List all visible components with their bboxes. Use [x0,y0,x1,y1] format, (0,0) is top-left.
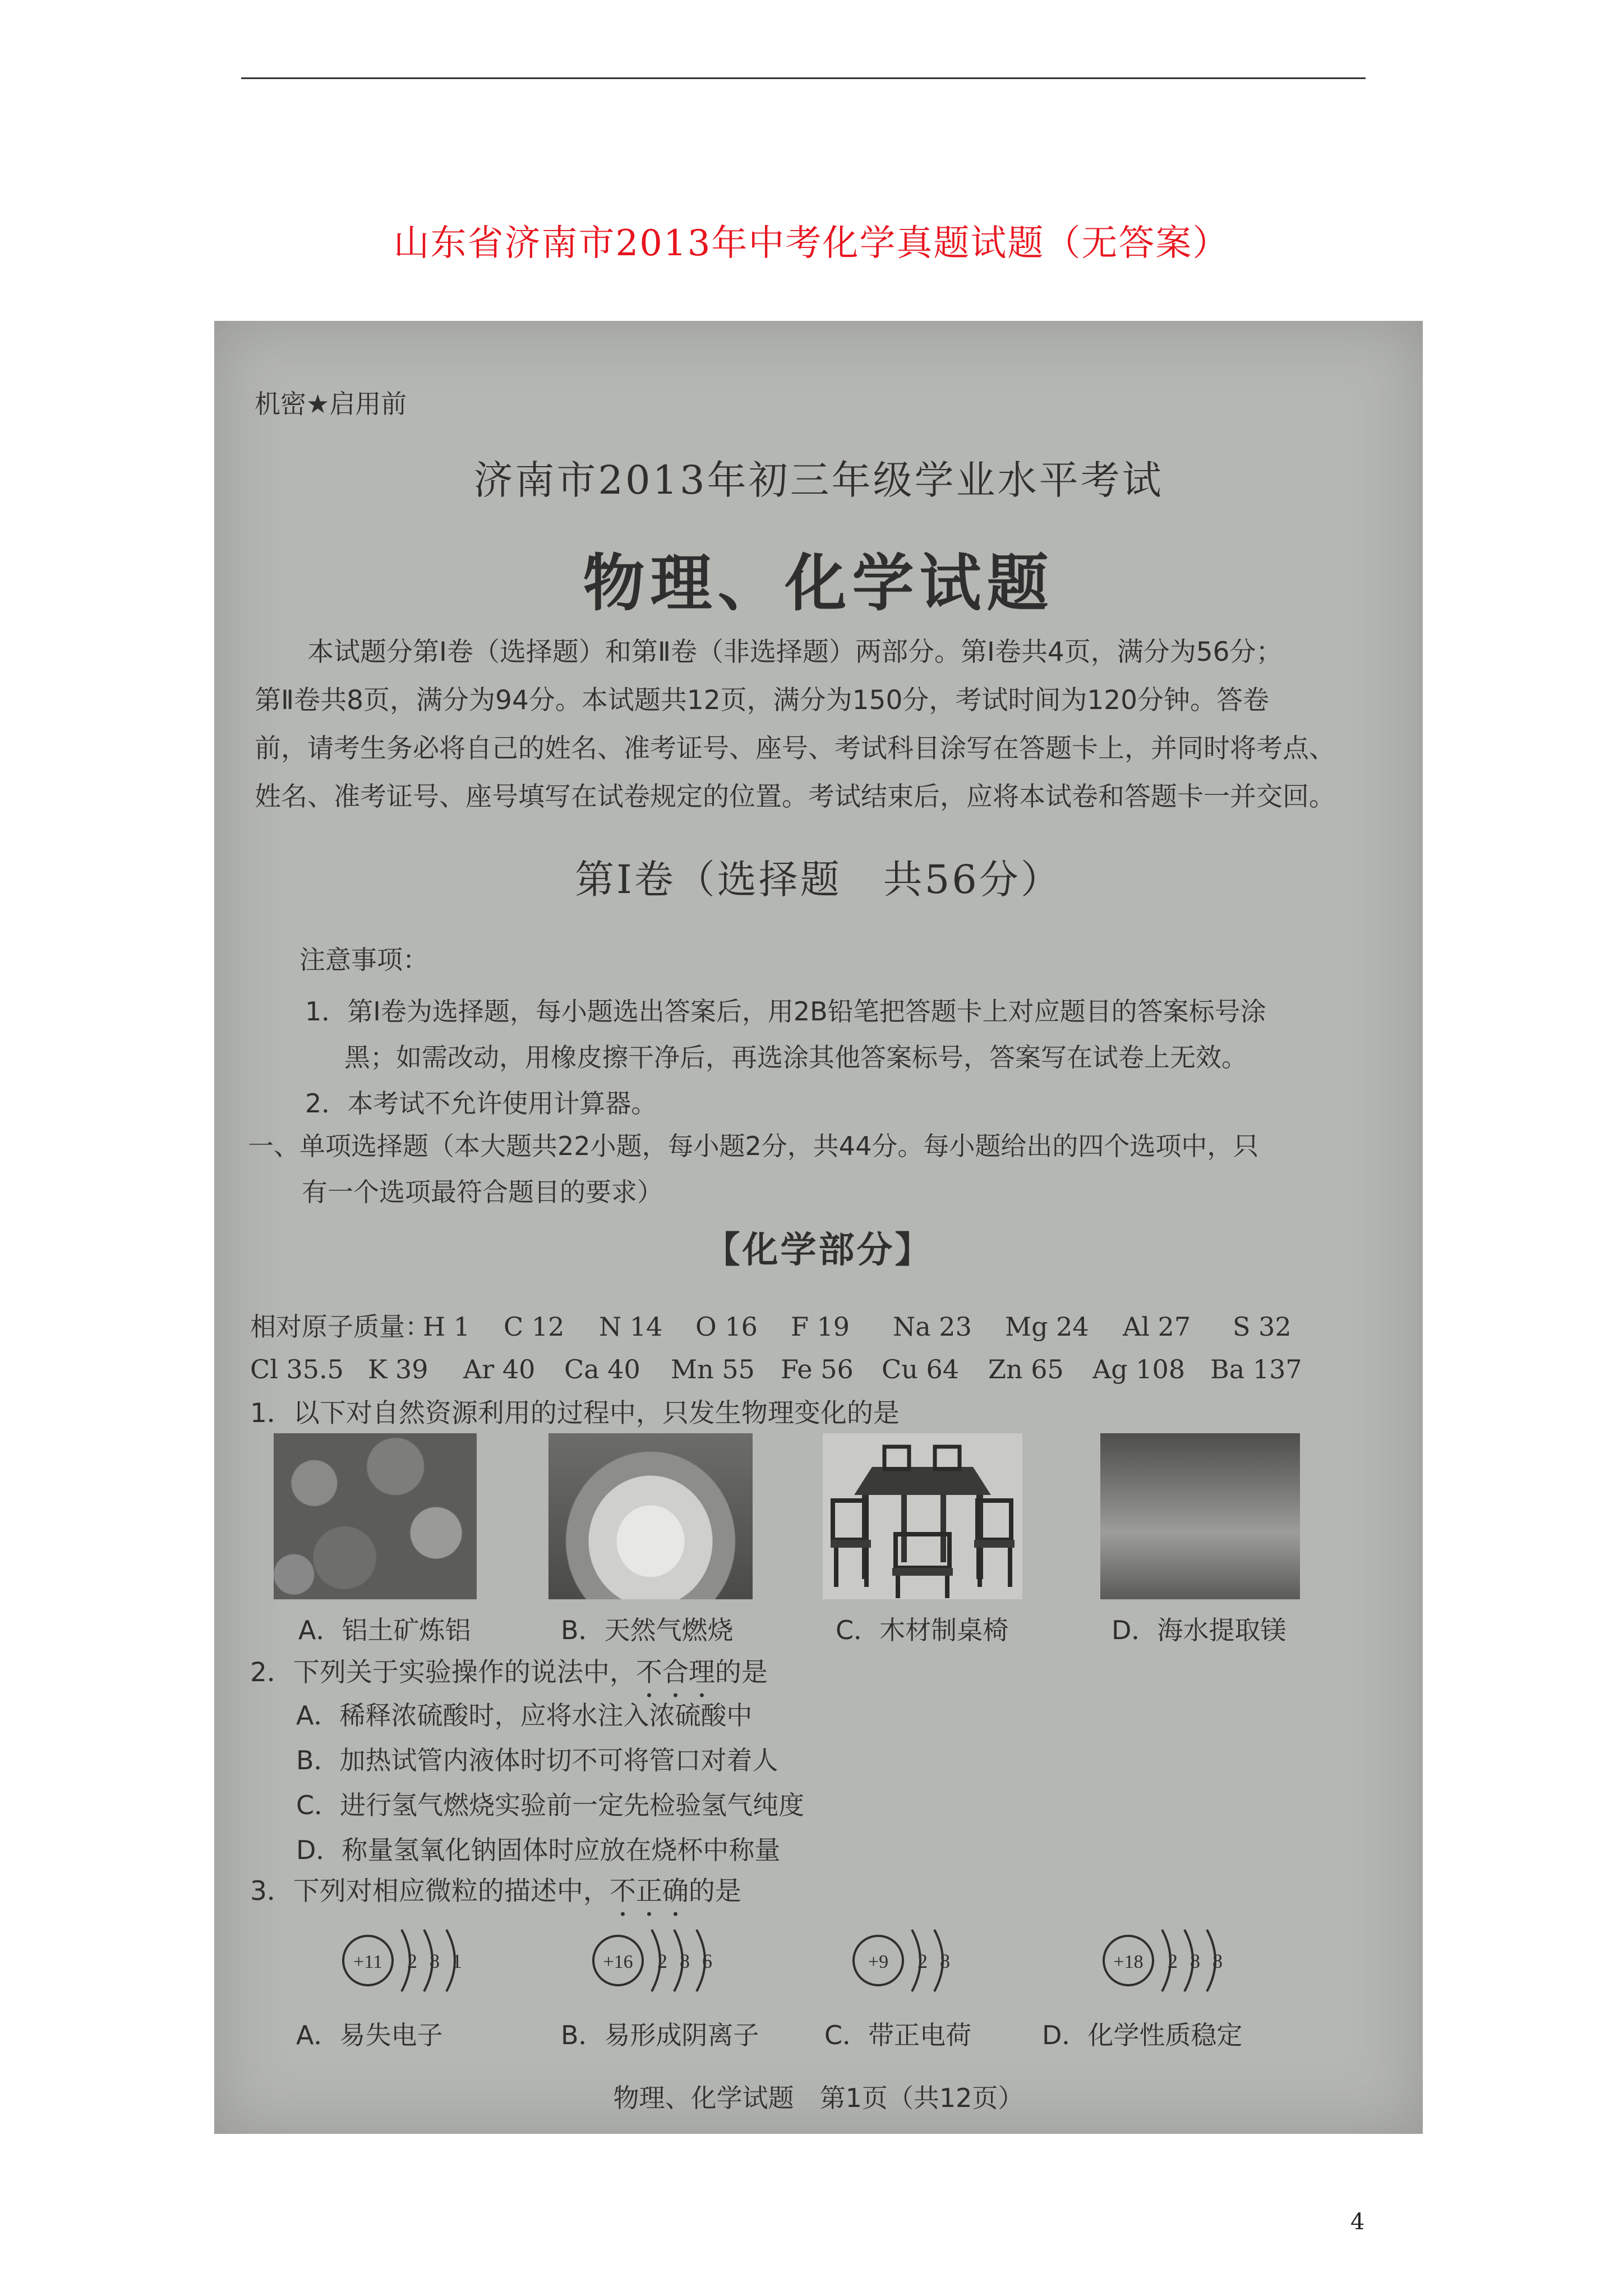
atomic-mass-label: 相对原子质量： [250,1312,431,1342]
question-2-emphasis: 不合理 [635,1657,715,1688]
wooden-table-chairs-photo [823,1433,1022,1599]
scan-page-footer: 物理、化学试题 第1页（共12页） [613,2083,1024,2113]
exam-title: 济南市2013年初三年级学业水平考试 [473,457,1164,503]
question-3-option-a: A．易失电子 [296,2020,443,2050]
top-rule [241,77,1366,79]
atomic-mass-entry: Cl 35.5 [250,1354,344,1384]
nucleus-charge: +16 [603,1952,633,1972]
atomic-mass-entry: K 39 [368,1354,428,1384]
question-3-option-b: B．易形成阴离子 [561,2020,759,2050]
intro-line: 第Ⅱ卷共8页，满分为94分。本试题共12页，满分为150分，考试时间为120分钟。答卷 [255,685,1270,716]
electron-count: 2 [407,1950,417,1972]
question-1-option-a: A．铝土矿炼铝 [298,1615,471,1645]
intro-paragraph [255,628,1382,821]
question-2-option: C．进行氢气燃烧实验前一定先检验氢气纯度 [296,1790,805,1820]
electron-count: 1 [452,1950,462,1972]
notes-heading: 注意事项： [299,945,428,975]
atomic-mass-entry: Mn 55 [671,1354,755,1384]
note-item: 1．第Ⅰ卷为选择题，每小题选出答案后，用2B铅笔把答题卡上对应题目的答案标号涂 [305,996,1266,1027]
section-heading-line: 有一个选项最符合题目的要求） [302,1177,663,1207]
question-2-stem-text: 2．下列关于实验操作的说法中， [250,1657,636,1688]
page-number: 4 [1350,2209,1365,2235]
question-1-stem: 1．以下对自然资源利用的过程中，只发生物理变化的是 [250,1398,900,1429]
section-heading [248,1123,1258,1215]
question-1-option-d: D．海水提取镁 [1112,1615,1287,1645]
notes-list [305,988,1266,1126]
question-2-options [296,1693,804,1872]
question-3-option-c: C．带正电荷 [824,2020,972,2050]
intro-line: 前，请考生务必将自己的姓名、准考证号、座号、考试科目涂写在答题卡上，并同时将考点、 [255,733,1335,764]
atom-structure-diagram-c [845,1924,1013,1997]
question-3-stem-text: 3．下列对相应微粒的描述中， [250,1876,610,1907]
scanned-exam-page [214,321,1423,2134]
atomic-mass-entry: Mg 24 [1005,1312,1089,1342]
question-2-option: B．加热试管内液体时切不可将管口对着人 [296,1745,778,1775]
atomic-mass-entry: Ca 40 [564,1354,640,1384]
atomic-mass-entry: H 1 [423,1312,471,1342]
electron-count: 8 [680,1950,690,1972]
question-3-stem [250,1870,741,1922]
atomic-mass-row [250,1305,1302,1348]
atomic-mass-entry: Al 27 [1123,1312,1191,1342]
atomic-mass-table [250,1305,1302,1391]
electron-count: 2 [917,1950,928,1972]
confidential-label: 机密★启用前 [255,389,407,419]
subject-title: 物理、化学试题 [583,547,1054,619]
atomic-mass-entry: Ba 137 [1210,1354,1302,1384]
atomic-mass-entry: S 32 [1233,1312,1292,1342]
electron-count: 2 [1168,1950,1178,1972]
atom-structure-diagram-b [584,1924,753,1997]
atom-structure-diagram-d [1095,1924,1263,1997]
electron-count: 8 [430,1950,440,1972]
question-2-stem-text: 的是 [714,1657,768,1688]
atomic-mass-entry: Ag 108 [1092,1354,1186,1384]
chemistry-part-title: 【化学部分】 [704,1230,933,1271]
note-item: 2．本考试不允许使用计算器。 [305,1088,657,1119]
document-title: 山东省济南市2013年中考化学真题试题（无答案） [393,223,1230,264]
question-3-emphasis: 不正确 [609,1876,689,1907]
atom-structure-diagram-a [334,1924,502,1997]
gas-burner-flame-photo [548,1433,753,1599]
question-3-option-d: D．化学性质稳定 [1042,2020,1243,2050]
electron-count: 8 [1212,1950,1223,1972]
atomic-mass-row [250,1348,1302,1391]
electron-count: 6 [702,1950,712,1972]
atomic-mass-entry: O 16 [695,1312,758,1342]
atomic-mass-entry: Fe 56 [781,1354,854,1384]
seawater-beach-photo [1100,1433,1300,1599]
table-chairs-drawing [823,1433,1022,1599]
part-title: 第Ⅰ卷（选择题 共56分） [575,857,1062,903]
section-heading-line: 一、单项选择题（本大题共22小题，每小题2分，共44分。每小题给出的四个选项中，只 [248,1131,1259,1161]
question-1-option-b: B．天然气燃烧 [561,1615,734,1645]
atomic-mass-entry: Ar 40 [463,1354,536,1384]
atomic-mass-entry: C 12 [504,1312,565,1342]
atomic-mass-entry: Cu 64 [882,1354,959,1384]
atomic-mass-entry: Zn 65 [988,1354,1064,1384]
question-3-stem-text: 的是 [688,1876,741,1907]
electron-count: 8 [940,1950,950,1972]
atomic-mass-entry: F 19 [791,1312,850,1342]
electron-count: 2 [657,1950,667,1972]
nucleus-charge: +9 [868,1952,889,1972]
intro-line: 姓名、准考证号、座号填写在试卷规定的位置。考试结束后，应将本试卷和答题卡一并交回。 [255,781,1335,812]
question-2-option: D．称量氢氧化钠固体时应放在烧杯中称量 [296,1835,781,1865]
nucleus-charge: +11 [353,1952,382,1972]
question-1-option-c: C．木材制桌椅 [836,1615,1009,1645]
nucleus-charge: +18 [1113,1952,1144,1972]
intro-line: 本试题分第Ⅰ卷（选择题）和第Ⅱ卷（非选择题）两部分。第Ⅰ卷共4页，满分为56分； [307,637,1283,668]
electron-count: 8 [1190,1950,1200,1972]
note-item: 黑；如需改动，用橡皮擦干净后，再选涂其他答案标号，答案写在试卷上无效。 [344,1042,1247,1073]
atomic-mass-entry: N 14 [599,1312,663,1342]
atomic-mass-entry: Na 23 [893,1312,972,1342]
question-2-option: A．稀释浓硫酸时，应将水注入浓硫酸中 [296,1700,753,1731]
bauxite-ore-photo [274,1433,477,1599]
